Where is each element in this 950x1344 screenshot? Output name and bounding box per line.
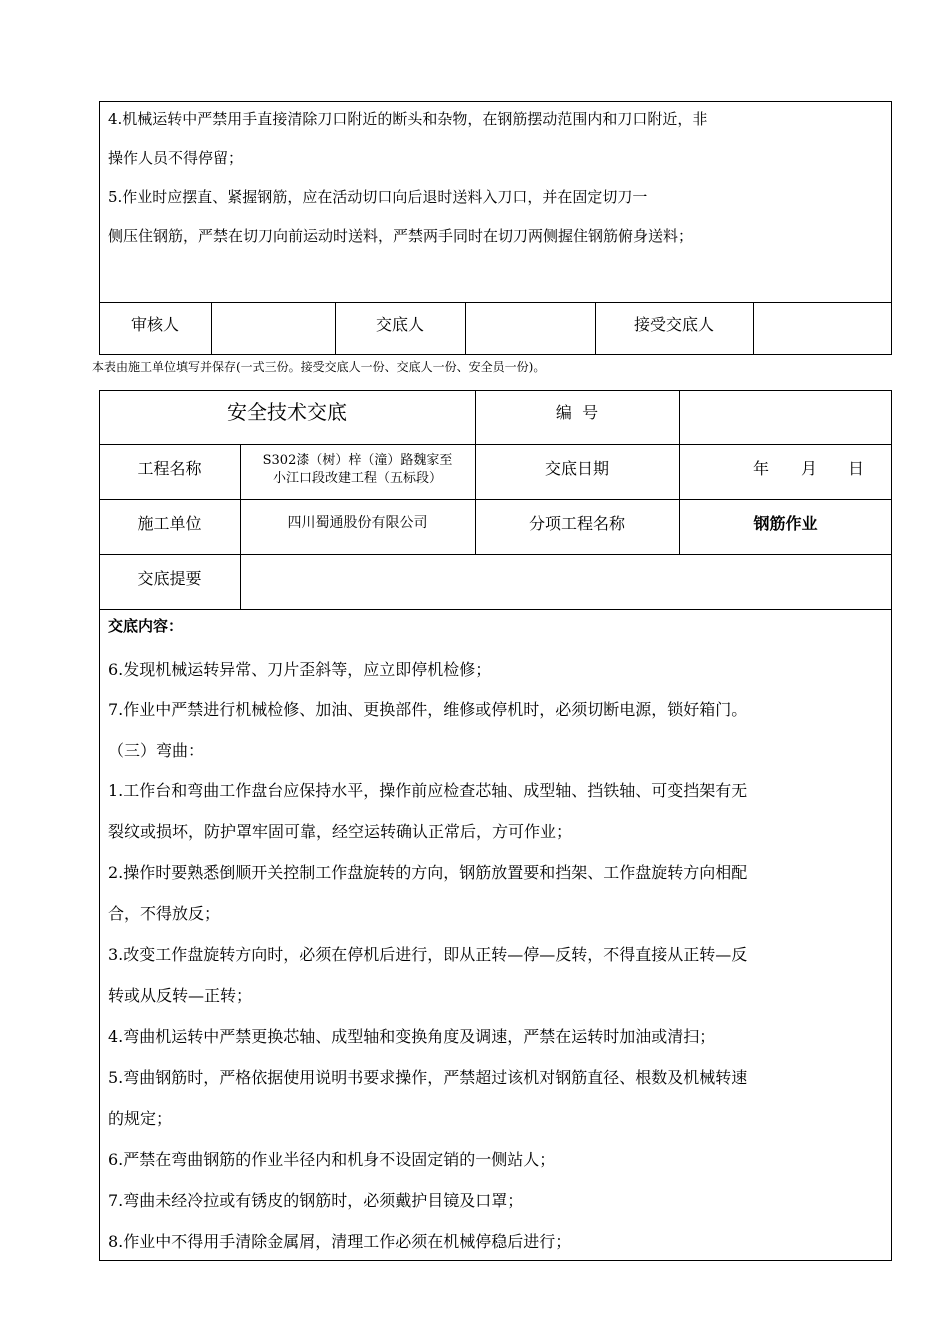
content-line: 7.作业中严禁进行机械检修、加油、更换部件，维修或停机时，必须切断电源，锁好箱门。 [108,700,748,719]
content-line: 7.弯曲未经冷拉或有锈皮的钢筋时，必须戴护目镜及口罩； [108,1191,524,1210]
top-table-divider [99,302,892,303]
content-line: 5.弯曲钢筋时，严格依据使用说明书要求操作，严禁超过该机对钢筋直径、根数及机械转速 [108,1068,748,1087]
content-line: 4.弯曲机运转中严禁更换芯轴、成型轴和变换角度及调速，严禁在运转时加油或清扫； [108,1027,716,1046]
project-name-line-2: 小江口段改建工程（五标段） [272,471,442,486]
top-sign-col-divider-1 [211,302,212,355]
top-line-4: 侧压住钢筋，严禁在切刀向前运动时送料，严禁两手同时在切刀两侧握住钢筋俯身送料； [108,227,694,245]
content-line: 8.作业中不得用手清除金属屑，清理工作必须在机械停稳后进行； [108,1232,572,1251]
date-label: 交底日期 [544,459,609,478]
content-line: 6.发现机械运转异常、刀片歪斜等，应立即停机检修； [108,660,492,679]
content-line: 2.操作时要熟悉倒顺开关控制工作盘旋转的方向，钢筋放置要和挡架、工作盘旋转方向相配 [108,863,748,882]
subitem-label: 分项工程名称 [528,514,625,533]
content-line: 裂纹或损坏，防护罩牢固可靠，经空运转确认正常后，方可作业； [108,822,573,841]
discloser-label: 交底人 [375,315,424,334]
project-name-line-1: S302漆（树）梓（潼）路魏家至 [262,453,453,468]
subitem-value: 钢筋作业 [753,514,818,533]
content-line: 合，不得放反； [108,904,221,923]
date-year: 年 [753,459,770,478]
top-sign-col-divider-5 [753,302,754,355]
table-footnote: 本表由施工单位填写并保存(一式三份。接受交底人一份、交底人一份、安全员一份)。 [92,360,546,374]
row-line-1 [99,444,892,445]
content-line: 3.改变工作盘旋转方向时，必须在停机后进行，即从正转—停—反转，不得直接从正转—反 [108,945,748,964]
summary-label: 交底提要 [137,569,202,588]
content-line: （三）弯曲： [108,741,205,760]
row-line-2 [99,499,892,500]
content-line: 1.工作台和弯曲工作盘台应保持水平，操作前应检查芯轴、成型轴、挡铁轴、可变挡架有无 [108,781,748,800]
content-line: 转或从反转—正转； [108,986,253,1005]
row-line-3 [99,554,892,555]
top-line-1: 4.机械运转中严禁用手直接清除刀口附近的断头和杂物，在钢筋摆动范围内和刀口附近，非 [108,110,708,128]
top-line-3: 5.作业时应摆直、紧握钢筋，应在活动切口向后退时送料入刀口，并在固定切刀一 [108,188,648,206]
unit-value: 四川蜀通股份有限公司 [287,515,428,531]
receiver-label: 接受交底人 [633,315,714,334]
reviewer-label: 审核人 [130,315,179,334]
date-month: 月 [801,459,818,478]
top-sign-col-divider-3 [465,302,466,355]
doc-title: 安全技术交底 [227,400,347,424]
content-line: 的规定； [108,1109,173,1128]
content-heading: 交底内容： [108,617,184,635]
project-label: 工程名称 [137,459,202,478]
number-label: 编 号 [555,403,599,422]
top-line-2: 操作人员不得停留； [108,149,244,167]
row-line-4 [99,609,892,610]
content-line: 6.严禁在弯曲钢筋的作业半径内和机身不设固定销的一侧站人； [108,1150,556,1169]
date-day: 日 [848,459,865,478]
unit-label: 施工单位 [137,514,202,533]
